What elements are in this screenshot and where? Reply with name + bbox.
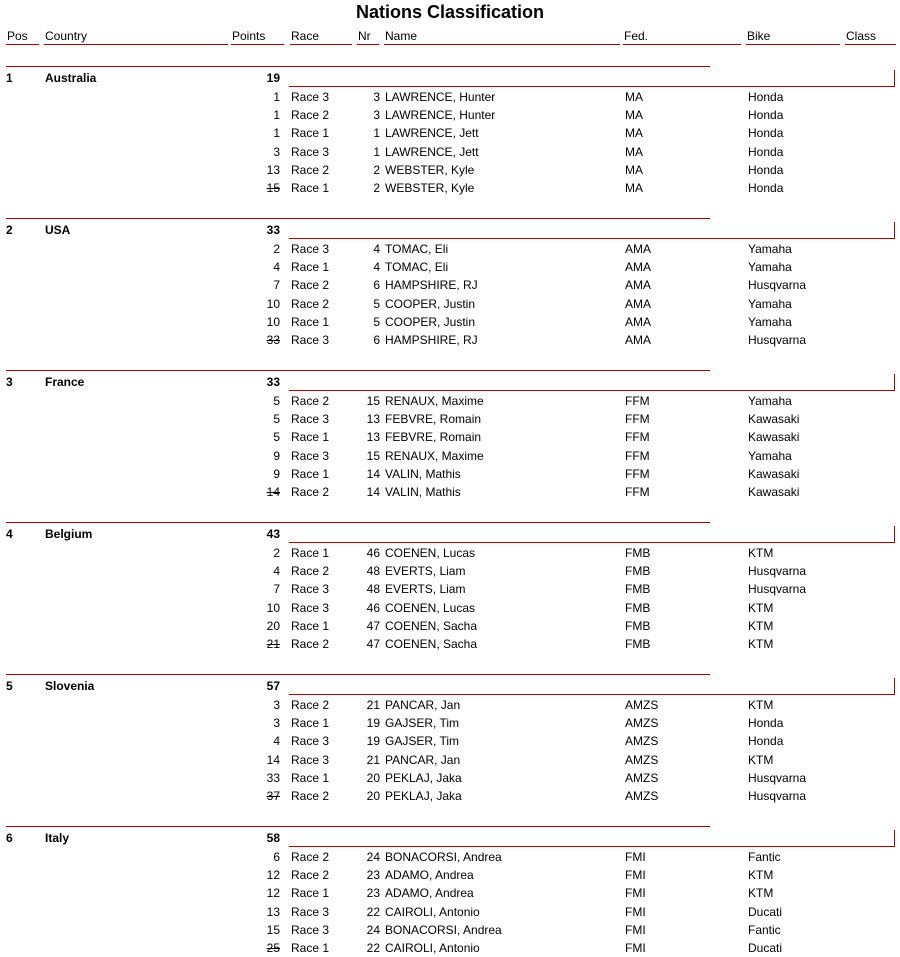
row-bike: Honda: [748, 108, 784, 123]
row-points: 33: [266, 770, 280, 785]
table-row: [0, 617, 900, 635]
row-rider-name: COENEN, Sacha: [385, 618, 478, 633]
row-rider-name: LAWRENCE, Hunter: [385, 90, 496, 104]
table-row: [0, 544, 900, 562]
divider: [289, 222, 895, 239]
row-fed: AMZS: [625, 752, 659, 767]
row-points: 3: [273, 144, 280, 159]
row-fed: FFM: [625, 485, 650, 499]
row-race: Race 1: [291, 314, 330, 329]
table-row: [0, 428, 900, 446]
row-bike: KTM: [748, 886, 774, 901]
row-rider-name: HAMPSHIRE, RJ: [385, 333, 478, 347]
table-row: [0, 751, 900, 769]
row-nr: 23: [366, 868, 380, 883]
row-fed: FMI: [625, 922, 646, 937]
row-fed: MA: [625, 90, 643, 104]
row-fed: FMI: [625, 886, 646, 901]
header-country: Country: [44, 28, 228, 45]
table-row: [0, 88, 900, 106]
row-bike: Honda: [748, 716, 784, 731]
row-nr: 15: [366, 394, 380, 408]
row-rider-name: CAIROLI, Antonio: [385, 941, 480, 955]
row-rider-name: GAJSER, Tim: [385, 734, 460, 749]
row-bike: Fantic: [748, 850, 781, 864]
row-rider-name: COOPER, Justin: [385, 314, 476, 329]
row-nr: 19: [366, 734, 380, 749]
row-nr: 3: [373, 108, 380, 123]
row-rider-name: ADAMO, Andrea: [385, 886, 474, 901]
row-rider-name: VALIN, Mathis: [385, 466, 461, 481]
row-points: 1: [273, 108, 280, 123]
table-row: [0, 635, 900, 653]
row-nr: 1: [373, 126, 380, 141]
row-race: Race 1: [291, 618, 330, 633]
row-rider-name: COENEN, Lucas: [385, 546, 476, 560]
divider: [289, 678, 895, 695]
table-row: [0, 161, 900, 179]
row-bike: Honda: [748, 90, 784, 104]
row-nr: 22: [366, 904, 380, 919]
row-rider-name: HAMPSHIRE, RJ: [385, 278, 478, 293]
row-rider-name: BONACORSI, Andrea: [385, 850, 502, 864]
row-race: Race 2: [291, 394, 330, 408]
row-points: 5: [273, 412, 280, 427]
table-row: [0, 732, 900, 750]
row-race: Race 2: [291, 789, 330, 803]
row-rider-name: VALIN, Mathis: [385, 485, 461, 499]
row-fed: AMA: [625, 242, 652, 256]
divider: [289, 526, 895, 543]
country-name: Australia: [45, 71, 97, 85]
row-nr: 4: [373, 242, 380, 256]
row-fed: AMA: [625, 260, 652, 275]
row-nr: 47: [366, 618, 380, 633]
row-rider-name: PEKLAJ, Jaka: [385, 770, 462, 785]
row-points: 12: [266, 886, 280, 901]
country-pos: 2: [6, 223, 13, 237]
row-race: Race 1: [291, 716, 330, 731]
row-race: Race 3: [291, 333, 330, 347]
country-name: Italy: [45, 831, 70, 845]
row-points: 14: [266, 752, 280, 767]
country-pos: 3: [6, 375, 13, 389]
row-race: Race 3: [291, 90, 330, 104]
table-row: [0, 410, 900, 428]
row-race: Race 3: [291, 582, 330, 597]
row-rider-name: RENAUX, Maxime: [385, 448, 484, 463]
row-rider-name: EVERTS, Liam: [385, 582, 466, 597]
row-points: 12: [266, 868, 280, 883]
row-points: 5: [273, 394, 280, 408]
row-points: 5: [273, 430, 280, 445]
country-name: Belgium: [45, 527, 93, 541]
row-race: Race 3: [291, 904, 330, 919]
header-class: Class: [845, 28, 896, 45]
row-nr: 21: [366, 752, 380, 767]
table-row: [0, 599, 900, 617]
row-rider-name: FEBVRE, Romain: [385, 430, 482, 445]
table-row: [0, 465, 900, 483]
country-pos: 1: [6, 71, 13, 85]
row-fed: FMB: [625, 600, 651, 615]
row-bike: Honda: [748, 144, 784, 159]
row-race: Race 3: [291, 144, 330, 159]
row-bike: KTM: [748, 637, 774, 651]
row-fed: FMB: [625, 637, 651, 651]
row-race: Race 3: [291, 412, 330, 427]
table-row: [0, 143, 900, 161]
row-rider-name: PEKLAJ, Jaka: [385, 789, 462, 803]
row-nr: 47: [366, 637, 380, 651]
header-name: Name: [384, 28, 620, 45]
row-bike: Yamaha: [748, 448, 792, 463]
row-fed: AMZS: [625, 734, 659, 749]
row-bike: KTM: [748, 698, 774, 712]
country-pos: 4: [6, 527, 13, 541]
row-rider-name: COOPER, Justin: [385, 296, 476, 311]
row-nr: 15: [366, 448, 380, 463]
row-race: Race 1: [291, 181, 330, 195]
row-points: 3: [273, 716, 280, 731]
row-bike: Fantic: [748, 922, 781, 937]
row-points: 2: [273, 242, 280, 256]
row-race: Race 1: [291, 126, 330, 141]
row-race: Race 1: [291, 770, 330, 785]
table-row: [0, 313, 900, 331]
row-rider-name: COENEN, Lucas: [385, 600, 476, 615]
row-nr: 3: [373, 90, 380, 104]
row-fed: FMB: [625, 582, 651, 597]
row-nr: 4: [373, 260, 380, 275]
header-fed: Fed.: [623, 28, 741, 45]
row-fed: FMB: [625, 546, 651, 560]
row-race: Race 2: [291, 296, 330, 311]
row-rider-name: CAIROLI, Antonio: [385, 904, 480, 919]
country-points: 58: [266, 831, 280, 845]
row-bike: Ducati: [748, 941, 783, 955]
table-row: [0, 769, 900, 787]
row-points: 9: [273, 448, 280, 463]
row-points: 20: [266, 618, 280, 633]
row-nr: 2: [373, 162, 380, 177]
row-race: Race 2: [291, 637, 330, 651]
row-rider-name: LAWRENCE, Hunter: [385, 108, 496, 123]
divider: [289, 70, 895, 87]
row-rider-name: LAWRENCE, Jett: [385, 144, 479, 159]
row-nr: 46: [366, 546, 380, 560]
row-points: 1: [273, 90, 280, 104]
row-points: 3: [273, 698, 280, 712]
row-bike: Kawasaki: [748, 412, 800, 427]
row-bike: Yamaha: [748, 260, 792, 275]
table-row: [0, 696, 900, 714]
row-rider-name: WEBSTER, Kyle: [385, 162, 475, 177]
row-race: Race 1: [291, 886, 330, 901]
row-race: Race 2: [291, 108, 330, 123]
table-row: [0, 848, 900, 866]
row-nr: 6: [373, 278, 380, 293]
row-race: Race 3: [291, 922, 330, 937]
row-fed: AMA: [625, 296, 652, 311]
row-race: Race 2: [291, 850, 330, 864]
row-nr: 21: [366, 698, 380, 712]
row-bike: Yamaha: [748, 296, 792, 311]
row-bike: Honda: [748, 734, 784, 749]
row-rider-name: TOMAC, Eli: [385, 242, 449, 256]
row-points: 9: [273, 466, 280, 481]
country-name: France: [45, 375, 85, 389]
row-fed: FFM: [625, 466, 650, 481]
row-points: 7: [273, 582, 280, 597]
row-nr: 22: [366, 941, 380, 955]
row-bike: Husqvarna: [748, 278, 807, 293]
row-rider-name: GAJSER, Tim: [385, 716, 460, 731]
divider: [6, 522, 710, 523]
table-row: [0, 447, 900, 465]
row-race: Race 3: [291, 600, 330, 615]
table-row: [0, 240, 900, 258]
table-header: [0, 28, 900, 46]
row-points: 4: [273, 260, 280, 275]
page-title: Nations Classification: [355, 2, 545, 22]
row-nr: 6: [373, 333, 380, 347]
table-row: [0, 562, 900, 580]
row-fed: FMI: [625, 904, 646, 919]
row-race: Race 2: [291, 868, 330, 883]
row-bike: Honda: [748, 162, 784, 177]
row-nr: 48: [366, 564, 380, 579]
divider: [6, 66, 710, 67]
header-points: Points: [231, 28, 284, 45]
row-bike: Yamaha: [748, 242, 792, 256]
row-nr: 20: [366, 770, 380, 785]
row-points: 21: [266, 637, 280, 651]
row-points: 1: [273, 126, 280, 141]
row-race: Race 2: [291, 485, 330, 499]
row-bike: Kawasaki: [748, 466, 800, 481]
row-fed: AMZS: [625, 698, 659, 712]
row-bike: Husqvarna: [748, 333, 807, 347]
row-rider-name: LAWRENCE, Jett: [385, 126, 479, 141]
row-fed: MA: [625, 144, 643, 159]
row-nr: 48: [366, 582, 380, 597]
row-race: Race 3: [291, 242, 330, 256]
row-nr: 46: [366, 600, 380, 615]
table-row: [0, 884, 900, 902]
row-rider-name: PANCAR, Jan: [385, 752, 461, 767]
row-fed: FMB: [625, 618, 651, 633]
row-points: 33: [266, 333, 280, 347]
row-bike: Honda: [748, 126, 784, 141]
row-fed: MA: [625, 108, 643, 123]
row-race: Race 1: [291, 546, 330, 560]
row-fed: FFM: [625, 412, 650, 427]
row-fed: AMA: [625, 333, 652, 347]
row-bike: Yamaha: [748, 314, 792, 329]
country-points: 57: [266, 679, 280, 693]
row-points: 15: [266, 922, 280, 937]
row-bike: Yamaha: [748, 394, 792, 408]
table-row: [0, 921, 900, 939]
row-race: Race 1: [291, 260, 330, 275]
row-bike: Honda: [748, 181, 784, 195]
table-row: [0, 483, 900, 501]
table-row: [0, 295, 900, 313]
row-nr: 2: [373, 181, 380, 195]
row-fed: AMA: [625, 314, 652, 329]
row-bike: KTM: [748, 600, 774, 615]
row-points: 4: [273, 734, 280, 749]
row-bike: KTM: [748, 752, 774, 767]
row-fed: AMZS: [625, 789, 659, 803]
row-race: Race 2: [291, 698, 330, 712]
row-bike: Ducati: [748, 904, 783, 919]
country-points: 43: [266, 527, 280, 541]
table-row: [0, 331, 900, 349]
country-points: 33: [266, 375, 280, 389]
row-race: Race 1: [291, 430, 330, 445]
row-points: 37: [266, 789, 280, 803]
row-rider-name: COENEN, Sacha: [385, 637, 478, 651]
divider: [6, 674, 710, 675]
country-name: Slovenia: [45, 679, 95, 693]
row-race: Race 1: [291, 466, 330, 481]
table-row: [0, 903, 900, 921]
row-rider-name: TOMAC, Eli: [385, 260, 449, 275]
row-bike: Husqvarna: [748, 582, 807, 597]
row-rider-name: EVERTS, Liam: [385, 564, 466, 579]
table-row: [0, 124, 900, 142]
row-fed: AMZS: [625, 770, 659, 785]
row-bike: KTM: [748, 618, 774, 633]
row-race: Race 2: [291, 564, 330, 579]
row-rider-name: PANCAR, Jan: [385, 698, 461, 712]
row-nr: 20: [366, 789, 380, 803]
divider: [289, 374, 895, 391]
row-fed: FFM: [625, 394, 650, 408]
table-row: [0, 787, 900, 805]
row-bike: Kawasaki: [748, 430, 800, 445]
divider: [6, 826, 710, 827]
row-race: Race 3: [291, 448, 330, 463]
row-nr: 14: [366, 485, 380, 499]
row-nr: 5: [373, 296, 380, 311]
row-nr: 5: [373, 314, 380, 329]
divider: [289, 830, 895, 847]
row-nr: 1: [373, 144, 380, 159]
table-row: [0, 939, 900, 957]
table-row: [0, 258, 900, 276]
row-fed: AMA: [625, 278, 652, 293]
divider: [6, 218, 710, 219]
country-points: 33: [266, 223, 280, 237]
row-nr: 13: [366, 430, 380, 445]
row-points: 14: [266, 485, 280, 499]
header-race: Race: [290, 28, 352, 45]
row-rider-name: FEBVRE, Romain: [385, 412, 482, 427]
row-nr: 24: [366, 922, 380, 937]
row-points: 7: [273, 278, 280, 293]
row-rider-name: BONACORSI, Andrea: [385, 922, 502, 937]
row-rider-name: WEBSTER, Kyle: [385, 181, 475, 195]
row-fed: FMI: [625, 868, 646, 883]
table-row: [0, 106, 900, 124]
table-row: [0, 714, 900, 732]
row-nr: 14: [366, 466, 380, 481]
row-points: 13: [266, 904, 280, 919]
row-points: 6: [273, 850, 280, 864]
header-bike: Bike: [746, 28, 840, 45]
table-row: [0, 866, 900, 884]
table-row: [0, 179, 900, 197]
country-pos: 5: [6, 679, 13, 693]
row-race: Race 3: [291, 734, 330, 749]
row-nr: 13: [366, 412, 380, 427]
country-name: USA: [45, 223, 71, 237]
row-bike: KTM: [748, 546, 774, 560]
row-race: Race 2: [291, 162, 330, 177]
row-race: Race 3: [291, 752, 330, 767]
row-fed: FMI: [625, 850, 646, 864]
row-points: 25: [266, 941, 280, 955]
row-points: 15: [266, 181, 280, 195]
row-bike: Husqvarna: [748, 564, 807, 579]
row-fed: AMZS: [625, 716, 659, 731]
row-fed: FFM: [625, 430, 650, 445]
table-row: [0, 392, 900, 410]
row-points: 10: [266, 314, 280, 329]
table-row: [0, 580, 900, 598]
row-rider-name: ADAMO, Andrea: [385, 868, 474, 883]
row-fed: FMB: [625, 564, 651, 579]
row-race: Race 2: [291, 278, 330, 293]
row-bike: KTM: [748, 868, 774, 883]
row-fed: FFM: [625, 448, 650, 463]
row-fed: MA: [625, 126, 643, 141]
header-pos: Pos: [6, 28, 39, 45]
row-points: 2: [273, 546, 280, 560]
row-bike: Husqvarna: [748, 789, 807, 803]
row-rider-name: RENAUX, Maxime: [385, 394, 484, 408]
row-nr: 19: [366, 716, 380, 731]
row-points: 10: [266, 600, 280, 615]
country-pos: 6: [6, 831, 13, 845]
header-nr: Nr: [357, 28, 379, 45]
row-nr: 24: [366, 850, 380, 864]
row-fed: MA: [625, 162, 643, 177]
row-points: 4: [273, 564, 280, 579]
country-points: 19: [266, 71, 280, 85]
row-nr: 23: [366, 886, 380, 901]
row-fed: MA: [625, 181, 643, 195]
row-race: Race 1: [291, 941, 330, 955]
table-row: [0, 276, 900, 294]
row-points: 10: [266, 296, 280, 311]
divider: [6, 370, 710, 371]
row-bike: Kawasaki: [748, 485, 800, 499]
row-bike: Husqvarna: [748, 770, 807, 785]
row-fed: FMI: [625, 941, 646, 955]
row-points: 13: [266, 162, 280, 177]
